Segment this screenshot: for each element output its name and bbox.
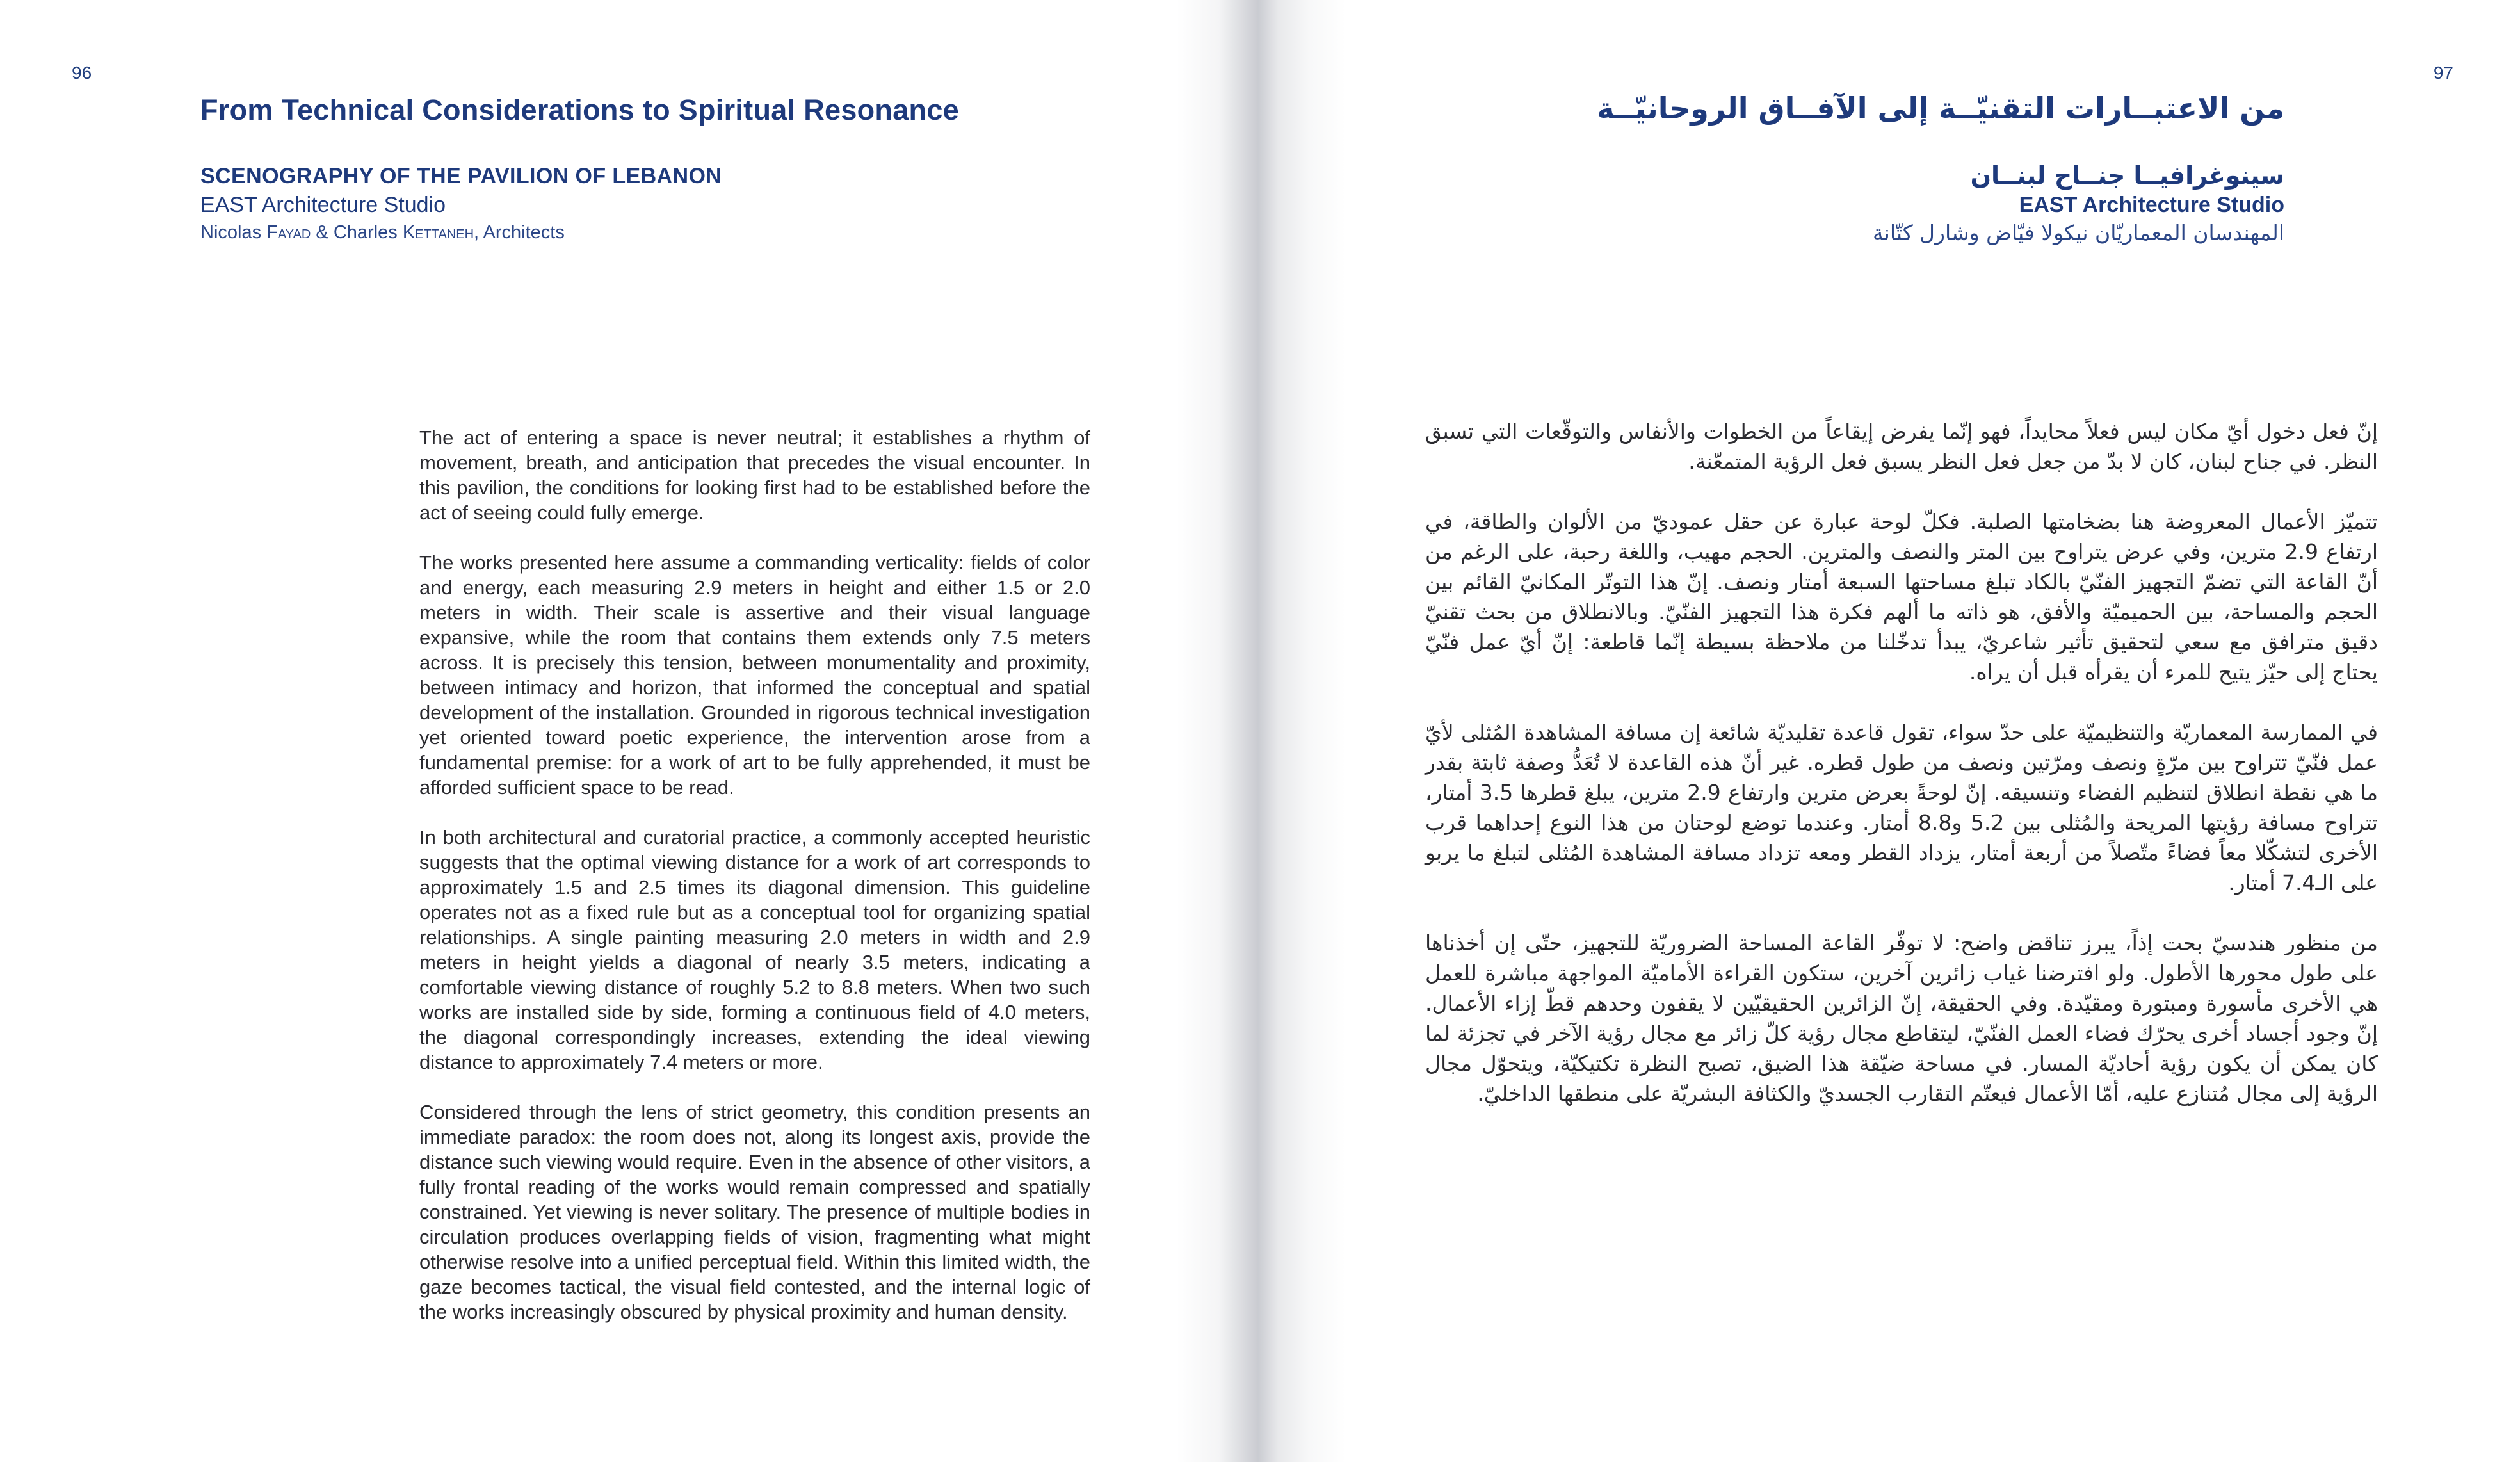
page-number-right: 97 [2433, 63, 2453, 83]
architects-credit-ar: المهندسان المعماريّان نيكولا فيّاض وشارل كتّانة [1872, 220, 2284, 245]
paragraph: Considered through the lens of strict geometry, this condition presents an immediate paradox: the room does not, along its longest axis, provide the distance such viewing would require. Even in the absence of other visitors, a fully frontal reading of the works would remain compressed and spatially constrained. Yet viewing is never solitary. The presence of multiple bodies in circulation produces overlapping fields of vision, fragmenting what might otherwise resolve into a unified perceptual field. Within this limited width, the gaze becomes tactical, the visual field contested, and the internal logic of the works increasingly obscured by physical proximity and human density. [419, 1101, 1090, 1323]
body-text-english [419, 425, 1090, 1349]
studio-name-ar: EAST Architecture Studio [2019, 193, 2284, 217]
article-subtitle-ar: سينوغرافيــا جنــاح لبنــان [1970, 161, 2284, 190]
architect-name-fayad: Fayad [266, 222, 311, 243]
article-subtitle-en: SCENOGRAPHY OF THE PAVILION OF LEBANON [200, 164, 722, 188]
right-page [1260, 0, 2520, 1462]
article-title-en: From Technical Considerations to Spiritual Resonance [200, 93, 959, 126]
paragraph: The act of entering a space is never neutral; it establishes a rhythm of movement, breath, and anticipation that precedes the visual encounter. In this pavilion, the conditions for looking first had to be established before the act of seeing could fully emerge. [419, 426, 1090, 524]
studio-name-en: EAST Architecture Studio [200, 193, 446, 217]
architects-credit-en [200, 222, 565, 243]
body-text-arabic [1425, 416, 2378, 1139]
paragraph: In both architectural and curatorial practice, a commonly accepted heuristic suggests that the optimal viewing distance for a work of art corresponds to approximately 1.5 and 2.5 times its diagonal dimension. This guideline operates not as a fixed rule but as a conceptual tool for organizing spatial relationships. A single painting measuring 2.0 meters in width and 2.9 meters in height yields a diagonal of nearly 3.5 meters, indicating a comfortable viewing distance of roughly 5.2 to 8.8 meters. When two such works are installed side by side, forming a continuous field of 4.0 meters, the diagonal correspondingly increases, extending the ideal viewing distance to approximately 7.4 meters or more. [419, 826, 1090, 1073]
paragraph: تتميّز الأعمال المعروضة هنا بضخامتها الصلبة. فكلّ لوحة عبارة عن حقل عموديّ من الألوان والطاقة، في ارتفاع 2.9 مترين، وفي عرض يتراوح بين المتر والنصف والمترين. الحجم مهيب، واللغة رحبة، على الرغم من أنّ القاعة التي تضمّ التجهيز الفنّيّ بالكاد تبلغ مساحتها السبعة أمتار ونصف. إنّ هذا التوتّر المكانيّ القائم بين الحجم والمساحة، بين الحميميّة والأفق، هو ذاته ما ألهم فكرة هذا التجهيز الفنّيّ. وبالانطلاق من بحث تقنيّ دقيق مترافق مع سعي لتحقيق تأثير شاعريّ، يبدأ تدخّلنا من ملاحظة بسيطة إنّما قاطعة: إنّ أيّ عمل فنّيّ يحتاج إلى حيّز يتيح للمرء أن يقرأه قبل أن يراه. [1425, 509, 2378, 685]
architect-name-kettaneh: Kettaneh [402, 222, 474, 243]
article-title-ar: من الاعتبــارات التقنيّــة إلى الآفــاق الروحانيّــة [1597, 91, 2284, 126]
paragraph: The works presented here assume a commanding verticality: fields of color and energy, each measuring 2.9 meters in height and either 1.5 or 2.0 meters in width. Their scale is assertive and their visual language expansive, while the room that contains them extends only 7.5 meters across. It is precisely this tension, between monumentality and proximity, between intimacy and horizon, that informed the conceptual and spatial development of the installation. Grounded in rigorous technical investigation yet oriented toward poetic experience, the intervention arose from a fundamental premise: for a work of art to be fully apprehended, it must be afforded sufficient space to be read. [419, 551, 1090, 799]
paragraph: إنّ فعل دخول أيّ مكان ليس فعلاً محايداً، فهو إنّما يفرض إيقاعاً من الخطوات والأنفاس والتوقّعات التي تسبق النظر. في جناح لبنان، كان لا بدّ من جعل فعل النظر يسبق فعل الرؤية المتمعّنة. [1425, 419, 2378, 474]
credit-text: Nicolas [200, 222, 267, 243]
paragraph: من منظور هندسيّ بحت إذاً، يبرز تناقض واضح: لا توفّر القاعة المساحة الضروريّة للتجهيز، حتّى إن أخذناها على طول محورها الأطول. ولو افترضنا غياب زائرين آخرين، ستكون القراءة الأماميّة المواجهة مباشرة للعمل هي الأخرى مأسورة ومبتورة ومقيّدة. وفي الحقيقة، إنّ الزائرين الحقيقيّين لا يقفون وحدهم قطّ إزاء الأعمال. إنّ وجود أجساد أخرى يحرّك فضاء العمل الفنّيّ، ليتقاطع مجال رؤية كلّ زائر مع مجال رؤية الآخر في تجزئة لما كان يمكن أن يكون رؤية أحاديّة المسار. في مساحة ضيّقة هذا الضيق، تصبح النظرة تكتيكيّة، ويتحوّل مجال الرؤية إلى مجال مُتنازع عليه، أمّا الأعمال فيعتّم التقارب الجسديّ والكثافة البشريّة على منطقها الداخليّ. [1425, 930, 2378, 1106]
page-number-left: 96 [72, 63, 92, 83]
credit-text: & Charles [311, 222, 403, 243]
credit-text: , Architects [474, 222, 565, 243]
paragraph: في الممارسة المعماريّة والتنظيميّة على حدّ سواء، تقول قاعدة تقليديّة شائعة إن مسافة المشاهدة المُثلى لأيّ عمل فنّيّ تتراوح بين مرّةٍ ونصف ومرّتين ونصف من طول قطره. غير أنّ هذه القاعدة لا تُعَدُّ وصفة ثابتة بقدر ما هي نقطة انطلاق لتنظيم الفضاء وتنسيقه. إنّ لوحةً بعرض مترين وارتفاع 2.9 مترين، يبلغ قطرها 3.5 أمتار، تتراوح مسافة رؤيتها المريحة والمُثلى بين 5.2 و8.8 أمتار. وعندما توضع لوحتان من هذا النوع إحداهما قرب الأخرى لتشكّلا معاً فضاءً متّصلاً من أربعة أمتار، يزداد القطر ومعه تزداد مسافة المشاهدة المُثلى لتبلغ ما يربو على الـ7.4 أمتار. [1425, 720, 2378, 895]
